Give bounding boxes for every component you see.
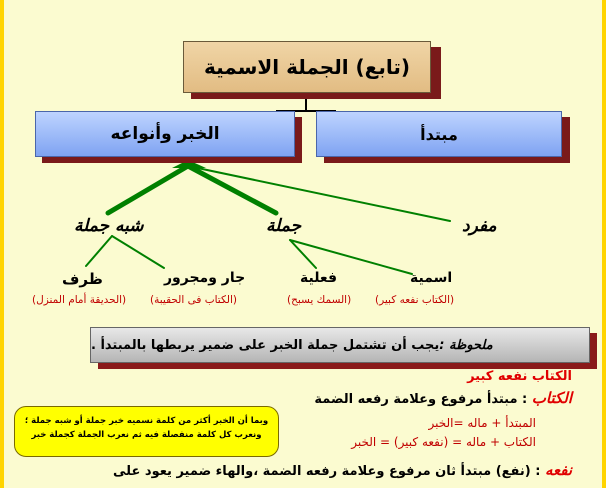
leaf-ismiyya-example: (الكتاب نفعه كبير) (375, 294, 455, 306)
leaf-ismiyya-label: اسمية (410, 270, 453, 286)
type-shibh-jumla: شبه جملة (74, 216, 144, 236)
note-box (90, 327, 590, 363)
kitab-term: الكتاب (531, 389, 572, 407)
leaf-jar-majrur-label: جار ومجرور (164, 270, 246, 286)
leaf-filiyya-label: فعلية (300, 270, 337, 286)
mubtada-box: مبتدأ (316, 111, 562, 157)
leaf-zarf-example: (الحديقة أمام المنزل) (32, 294, 127, 306)
leaf-filiyya-example: (السمك يسبح) (287, 294, 352, 306)
tip-box (14, 406, 279, 457)
kitab-line (314, 389, 572, 407)
page-title: (تابع) الجملة الاسمية (183, 41, 431, 93)
example-sentence: الكتاب نفعه كبير (467, 369, 572, 384)
type-mufrad: مفرد (462, 216, 497, 236)
equation-1: المبتدأ + ماله =الخبر (428, 416, 536, 430)
naf-term: نفعه (544, 461, 572, 479)
note-text: يجب أن تشتمل جملة الخبر على ضمير يربطها بالمبتدأ . (91, 337, 440, 353)
title-connector (276, 97, 336, 111)
type-jumla: جملة (266, 216, 302, 236)
leaf-zarf-label: ظرف (62, 270, 103, 288)
kitab-desc: : مبتدأ مرفوع وعلامة رفعه الضمة (314, 392, 532, 407)
naf-desc: : (نفع) مبتدأ ثان مرفوع وعلامة رفعه الضمة ،والهاء ضمير يعود على (113, 464, 545, 479)
tip-line-1: وبما أن الخبر أكثر من كلمة نسميه خبر جملة أو شبه جملة ؛ (24, 416, 269, 426)
equation-2: الكتاب + ماله = (نفعه كبير) = الخبر (351, 435, 536, 449)
naf-line (113, 461, 572, 479)
khabar-box: الخبر وأنواعه (35, 111, 295, 157)
note-prefix: ملحوظة : (439, 337, 493, 353)
tip-line-2: ونعرب كل كلمة منفصلة فيه ثم نعرب الجملة كجملة خبر (31, 430, 262, 440)
leaf-jar-majrur-example: (الكتاب فى الحقيبة) (150, 294, 237, 306)
